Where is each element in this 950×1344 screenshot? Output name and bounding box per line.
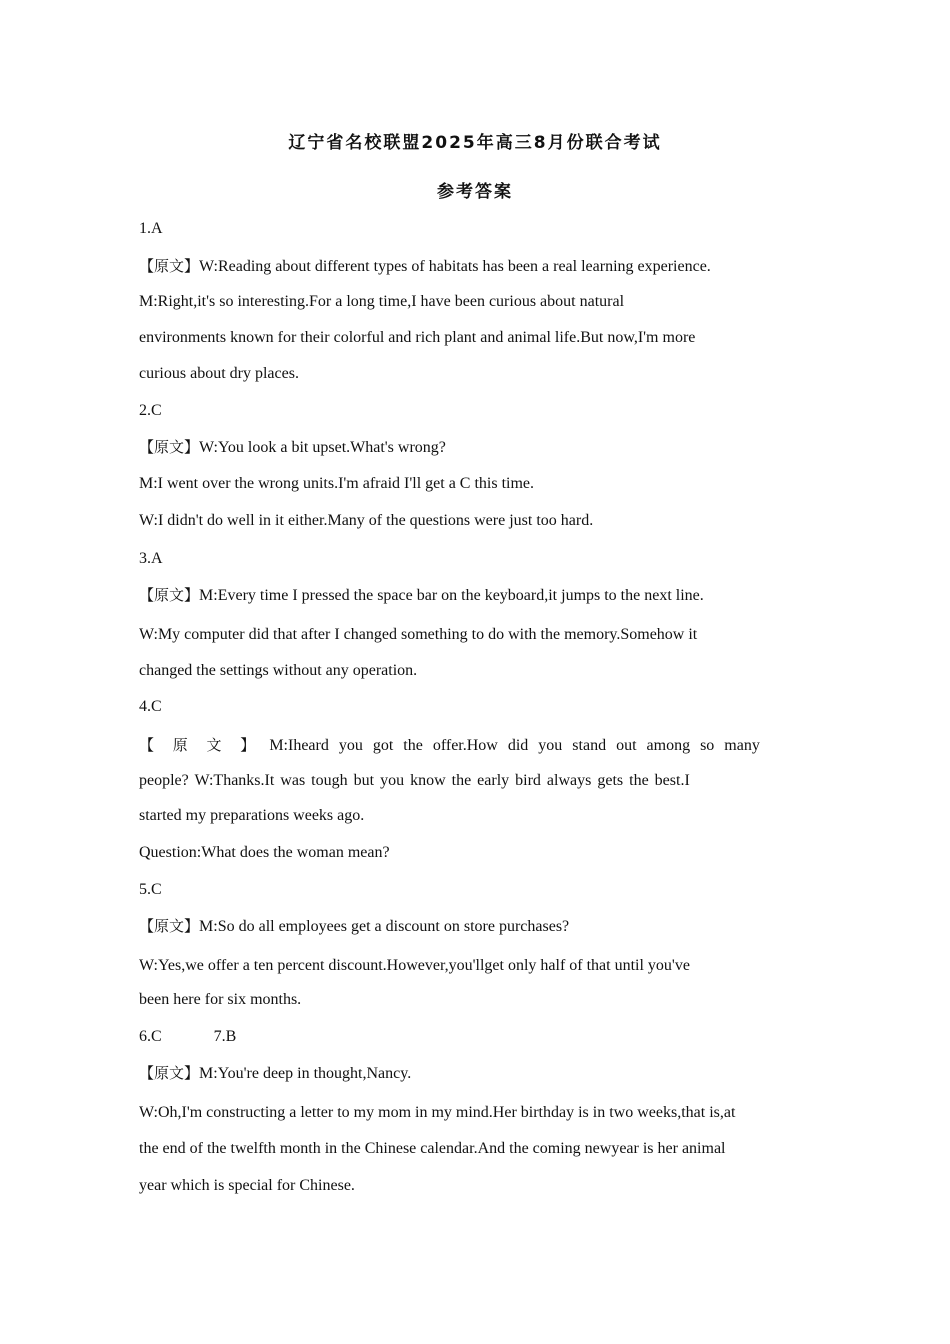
transcript-line: W:Oh,I'm constructing a letter to my mom in my mind.Her birthday is in two weeks,that is,at [139,1104,736,1121]
transcript-text: W:You look a bit upset.What's wrong? [199,439,446,456]
transcript-tag: 【 原 文 】 [139,736,260,754]
answer-6: 6.C [139,1028,162,1045]
transcript-line [139,735,760,756]
answer-1: 1.A [139,220,163,237]
transcript-line: been here for six months. [139,991,302,1008]
transcript-line: curious about dry places. [139,365,299,382]
transcript-text: M:Iheard you got the offer.How did you stand out among so many [269,737,760,754]
answer-7: 7.B [213,1028,237,1045]
transcript-line [139,256,711,277]
transcript-text: M:Every time I pressed the space bar on the keyboard,it jumps to the next line. [199,587,704,604]
transcript-line: year which is special for Chinese. [139,1177,355,1194]
transcript-tag: 【原文】 [139,917,200,935]
answer-5: 5.C [139,881,162,898]
document-subtitle: 参考答案 [437,182,513,202]
transcript-line: W:I didn't do well in it either.Many of the questions were just too hard. [139,512,594,529]
transcript-line: started my preparations weeks ago. [139,807,365,824]
transcript-line: people? W:Thanks.It was tough but you know the early bird always gets the best.I [139,772,690,789]
transcript-tag: 【原文】 [139,1064,200,1082]
transcript-text: M:So do all employees get a discount on store purchases? [199,918,570,935]
answer-4: 4.C [139,698,162,715]
transcript-tag: 【原文】 [139,257,200,275]
transcript-line [139,585,704,606]
answer-2: 2.C [139,402,162,419]
transcript-line: M:I went over the wrong units.I'm afraid I'll get a C this time. [139,475,535,492]
transcript-line: W:My computer did that after I changed something to do with the memory.Somehow it [139,626,698,643]
transcript-line: W:Yes,we offer a ten percent discount.However,you'llget only half of that until you've [139,957,690,974]
transcript-tag: 【原文】 [139,586,200,604]
question-line: Question:What does the woman mean? [139,844,390,861]
transcript-text: M:You're deep in thought,Nancy. [199,1065,412,1082]
transcript-line [139,1063,411,1084]
transcript-line: environments known for their colorful and rich plant and animal life.But now,I'm more [139,329,696,346]
answer-3: 3.A [139,550,163,567]
transcript-line [139,916,569,937]
transcript-line: changed the settings without any operation. [139,662,418,679]
transcript-line: M:Right,it's so interesting.For a long time,I have been curious about natural [139,293,625,310]
answer-6-7 [139,1027,236,1047]
document-title: 辽宁省名校联盟2025年高三8月份联合考试 [288,133,662,153]
transcript-tag: 【原文】 [139,438,200,456]
transcript-line [139,437,446,458]
transcript-line: the end of the twelfth month in the Chinese calendar.And the coming newyear is her animal [139,1140,726,1157]
transcript-text: W:Reading about different types of habitats has been a real learning experience. [199,258,711,275]
